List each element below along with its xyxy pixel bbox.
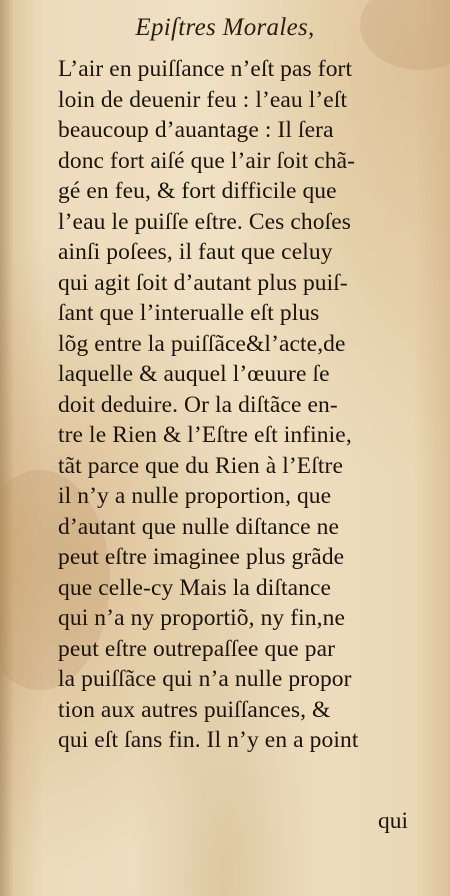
text-line: peut eſtre outrepaſſee que par — [58, 635, 336, 662]
text-line: tãt parce que du Rien à l’Eſtre — [58, 452, 343, 479]
running-head: Epiſtres Morales, — [135, 14, 315, 41]
text-line: que celle-cy Mais la diſtance — [58, 574, 332, 601]
page-gutter-shadow — [0, 0, 14, 896]
text-line: laquelle & auquel l’œuure ſe — [58, 361, 330, 387]
text-line: lõg entre la puiſſãce&l’acte,de — [58, 330, 346, 357]
text-line: L’air en puiſſance n’eſt pas fort — [58, 56, 353, 82]
text-line: d’autant que nulle diſtance ne — [58, 513, 339, 540]
text-line: peut eſtre imaginee plus grãde — [58, 544, 345, 570]
text-line: beaucoup d’auantage : Il ſera — [58, 117, 334, 143]
body-text — [58, 54, 430, 756]
text-line: la puiſſãce qui n’a nulle propor — [58, 666, 352, 692]
text-line: l’eau le puiſſe eſtre. Ces choſes — [58, 208, 352, 235]
text-line: il n’y a nulle proportion, que — [58, 483, 332, 509]
text-line: qui agit ſoit d’autant plus puiſ- — [58, 269, 348, 296]
text-line: donc fort aiſé que l’air ſoit chã- — [58, 147, 356, 174]
text-line: tion aux autres puiſſances, & — [58, 696, 331, 723]
text-line: qui eſt ſans fin. Il n’y en a point — [58, 727, 359, 753]
text-line: tre le Rien & l’Eſtre eſt infinie, — [58, 422, 352, 448]
text-line: ainſi poſees, il faut que celuy — [58, 239, 333, 265]
catchword: qui — [378, 808, 409, 834]
text-line: ſant que l’interualle eſt plus — [58, 300, 320, 326]
text-line: qui n’a ny proportiõ, ny fin,ne — [58, 605, 346, 631]
text-line: gé en feu, & fort difficile que — [58, 178, 337, 204]
text-line: loin de deuenir feu : l’eau l’eſt — [58, 86, 348, 113]
text-line: doit deduire. Or la diſtãce en- — [58, 391, 338, 418]
